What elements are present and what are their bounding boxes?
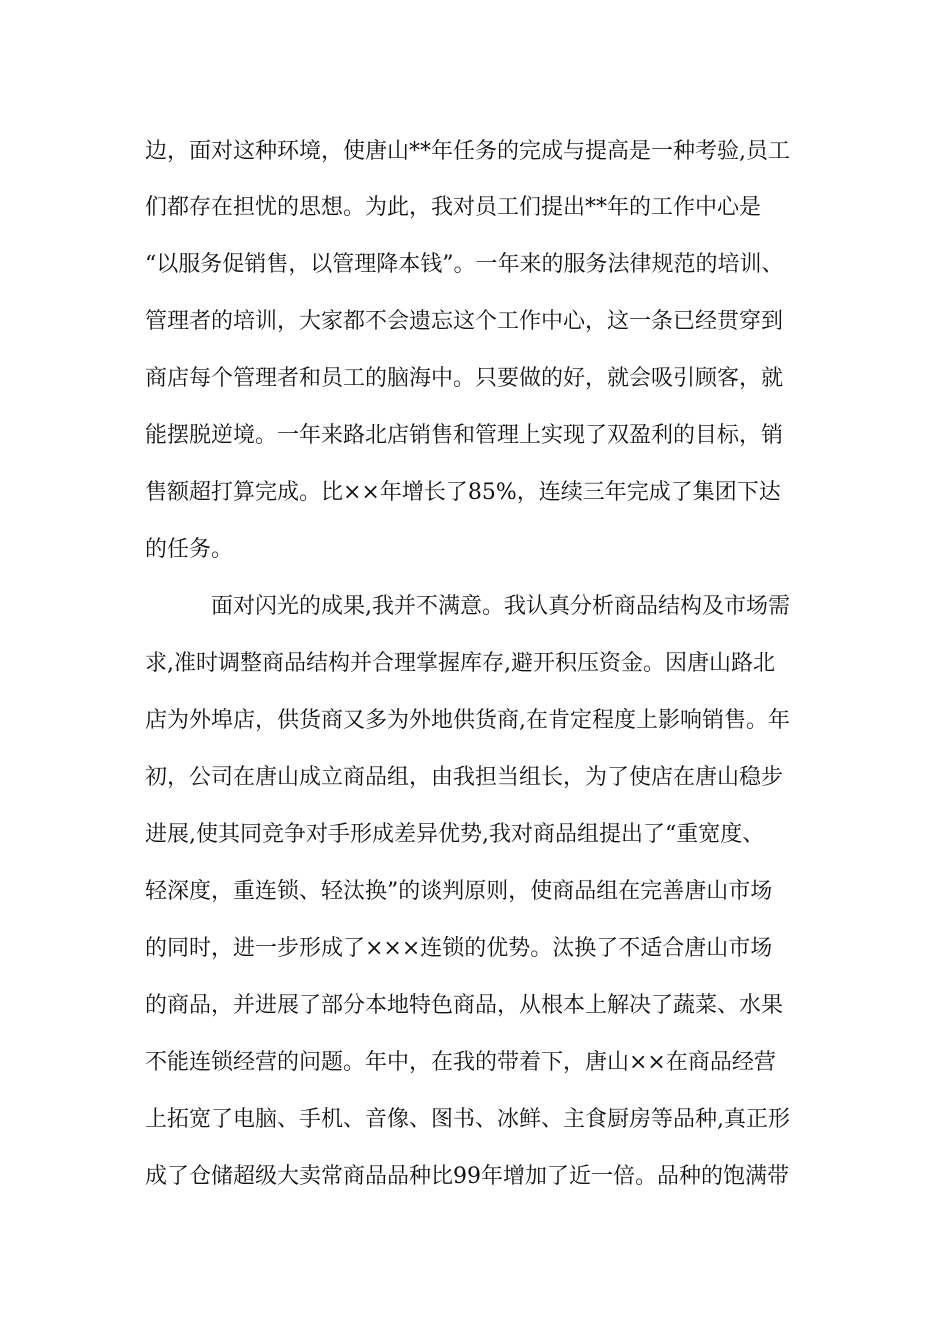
text-line: 进展,使其同竞争对手形成差异优势,我对商品组提出了“重宽度、 [145,822,765,847]
text-line: 的商品，并进展了部分本地特色商品，从根本上解决了蔬菜、水果 [145,993,784,1018]
text-line: “以服务促销售，以管理降本钱”。一年来的服务法律规范的培训、 [145,252,784,277]
text-line: 成了仓储超级大卖常商品品种比99年增加了近一倍。品种的饱满带 [145,1164,789,1189]
text-line: 能摆脱逆境。一年来路北店销售和管理上实现了双盈利的目标，销 [145,423,784,448]
text-line: 管理者的培训，大家都不会遗忘这个工作中心，这一条已经贯穿到 [145,309,784,334]
text-line: 商店每个管理者和员工的脑海中。只要做的好，就会吸引顾客，就 [145,366,784,391]
text-line: 初，公司在唐山成立商品组，由我担当组长，为了使店在唐山稳步 [145,765,784,790]
text-line: 不能连锁经营的问题。年中，在我的带着下，唐山××在商品经营 [145,1050,776,1075]
paragraph-first-line: 面对闪光的成果,我并不满意。我认真分析商品结构及市场需 [211,594,790,619]
text-line: 边，面对这种环境，使唐山**年任务的完成与提高是一种考验,员工 [145,139,790,164]
text-line: 的任务。 [145,537,234,562]
text-line: 的同时，进一步形成了×××连锁的优势。汰换了不适合唐山市场 [145,936,773,961]
text-line: 售额超打算完成。比××年增长了85%，连续三年完成了集团下达 [145,480,781,505]
text-line: 轻深度，重连锁、轻汰换”的谈判原则，使商品组在完善唐山市场 [145,879,773,904]
text-line: 上拓宽了电脑、手机、音像、图书、冰鲜、主食厨房等品种,真正形 [145,1107,790,1132]
text-line: 店为外埠店，供货商又多为外地供货商,在肯定程度上影响销售。年 [145,708,790,733]
text-line: 求,准时调整商品结构并合理掌握库存,避开积压资金。因唐山路北 [145,651,775,676]
text-line: 们都存在担忧的思想。为此，我对员工们提出**年的工作中心是 [145,195,762,220]
